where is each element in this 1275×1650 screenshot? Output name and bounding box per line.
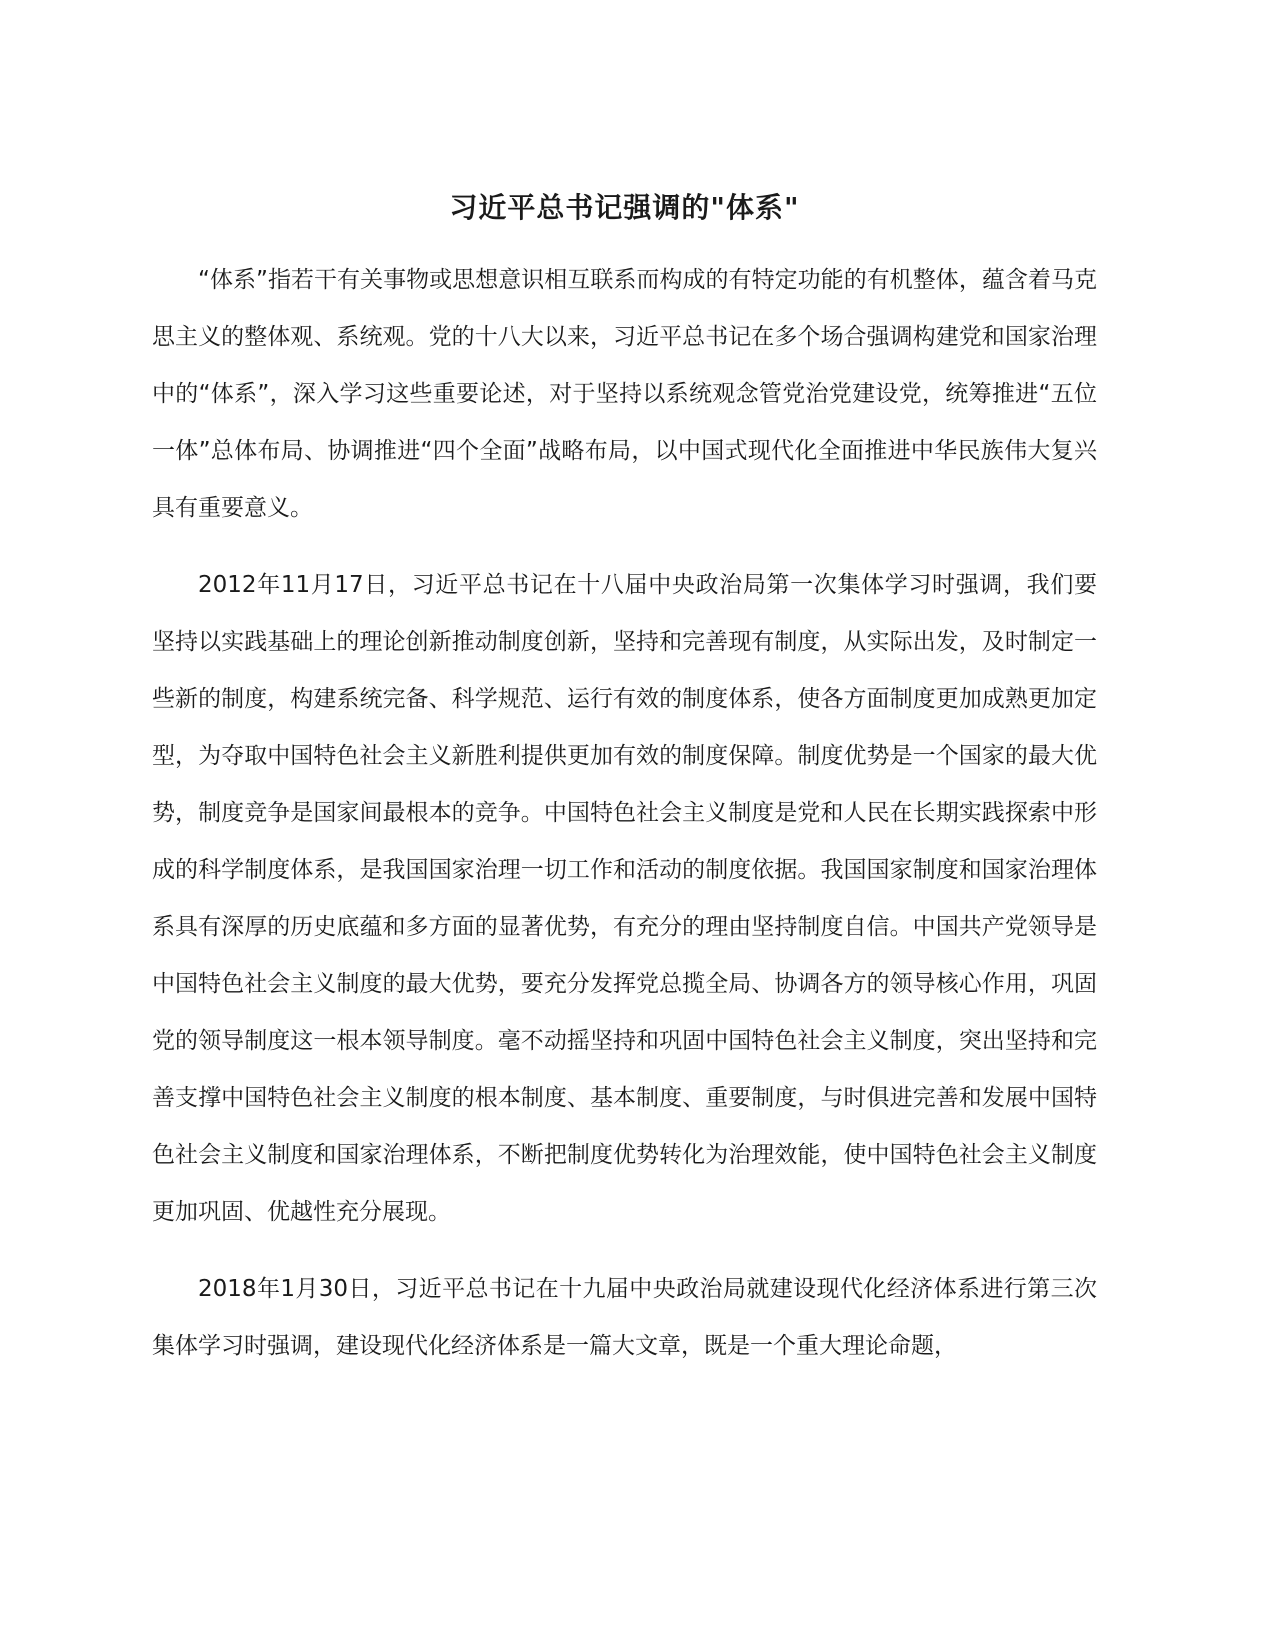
paragraph-intro: “体系”指若干有关事物或思想意识相互联系而构成的有特定功能的有机整体，蕴含着马克思主义的整体观、系统观。党的十八大以来，习近平总书记在多个场合强调构建党和国家治理中的“体系”，深入学习这些重要论述，对于坚持以系统观念管党治党建设党，统筹推进“五位一体”总体布局、协调推进“四个全面”战略布局，以中国式现代化全面推进中华民族伟大复兴具有重要意义。 — [152, 267, 1097, 521]
paragraph-2018: 2018年1月30日，习近平总书记在十九届中央政治局就建设现代化经济体系进行第三次集体学习时强调，建设现代化经济体系是一篇大文章，既是一个重大理论命题， — [152, 1276, 1097, 1359]
document-page — [152, 190, 1097, 1395]
document-title: 习近平总书记强调的"体系" — [449, 191, 800, 224]
paragraph-2012: 2012年11月17日，习近平总书记在十八届中央政治局第一次集体学习时强调，我们要坚持以实践基础上的理论创新推动制度创新，坚持和完善现有制度，从实际出发，及时制定一些新的制度，构建系统完备、科学规范、运行有效的制度体系，使各方面制度更加成熟更加定型，为夺取中国特色社会主义新胜利提供更加有效的制度保障。制度优势是一个国家的最大优势，制度竞争是国家间最根本的竞争。中国特色社会主义制度是党和人民在长期实践探索中形成的科学制度体系，是我国国家治理一切工作和活动的制度依据。我国国家制度和国家治理体系具有深厚的历史底蕴和多方面的显著优势，有充分的理由坚持制度自信。中国共产党领导是中国特色社会主义制度的最大优势，要充分发挥党总揽全局、协调各方的领导核心作用，巩固党的领导制度这一根本领导制度。毫不动摇坚持和巩固中国特色社会主义制度，突出坚持和完善支撑中国特色社会主义制度的根本制度、基本制度、重要制度，与时俱进完善和发展中国特色社会主义制度和国家治理体系，不断把制度优势转化为治理效能，使中国特色社会主义制度更加巩固、优越性充分展现。 — [152, 572, 1097, 1225]
